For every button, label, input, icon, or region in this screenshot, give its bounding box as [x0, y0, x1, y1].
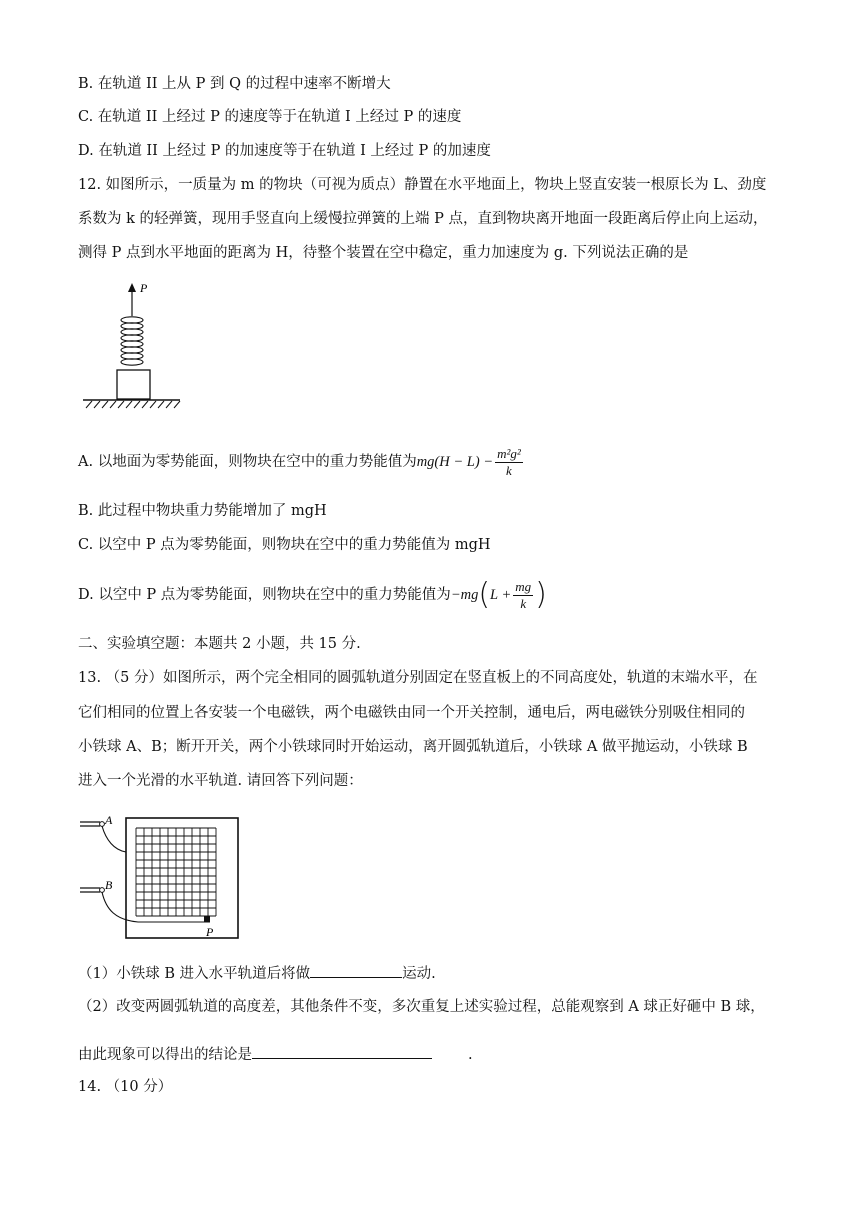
block — [117, 370, 150, 399]
fraction-denominator: k — [506, 462, 512, 478]
q12-option-d-expr-pre: −mg — [450, 587, 479, 603]
section-2-title: 二、实验填空题：本题共 2 小题，共 15 分. — [78, 636, 361, 652]
q13-line-2: 它们相同的位置上各安装一个电磁铁，两个电磁铁由同一个开关控制，通电后，两电磁铁分别吸住相同的 — [78, 705, 745, 721]
spring — [121, 317, 143, 365]
q14-title: 14. （10 分） — [78, 1079, 173, 1095]
answer-blank-1[interactable] — [310, 963, 402, 978]
q13-sub-1 — [78, 963, 436, 984]
fraction-numerator: mg — [515, 578, 532, 594]
q12-option-d: D. 以空中 P 点为零势能面，则物块在空中的重力势能值为−mg(L + $\frac{mg}{k}$ ) — [78, 577, 547, 612]
q13-sub-1-prefix: （1）小铁球 B 进入水平轨道后将做 — [78, 966, 311, 982]
q12-option-a-text: A. 以地面为零势能面，则物块在空中的重力势能值为 — [78, 454, 417, 470]
q12-option-d-expr-l: L + — [490, 587, 512, 603]
q13-sub-1-suffix: 运动. — [402, 966, 436, 982]
q13-line-1: 13. （5 分）如图所示，两个完全相同的圆弧轨道分别固定在竖直板上的不同高度处，轨道的末端水平，在 — [78, 670, 758, 686]
q12-option-a-expr: mg(H − L) − — [416, 454, 494, 470]
track-a — [102, 826, 126, 852]
q13-sub-2-line-1: （2）改变两圆弧轨道的高度差，其他条件不变，多次重复上述实验过程，总能观察到 A 球正好砸中 B 球， — [78, 999, 765, 1015]
q12-stem-line-2: 系数为 k 的轻弹簧，现用手竖直向上缓慢拉弹簧的上端 P 点，直到物块离开地面一段距离后停止向上运动， — [78, 211, 768, 227]
figure-label-p: P — [140, 281, 148, 295]
q11-option-c: C. 在轨道 II 上经过 P 的速度等于在轨道 I 上经过 P 的速度 — [78, 109, 462, 125]
q13-sub-2-prefix: 由此现象可以得出的结论是 — [78, 1047, 252, 1063]
q13-line-3: 小铁球 A、B；断开开关，两个小铁球同时开始运动，离开圆弧轨道后，小铁球 A 做平抛运动，小铁球 B — [78, 739, 748, 755]
q12-option-d-fraction — [513, 579, 533, 612]
q12-option-b: B. 此过程中物块重力势能增加了 mgH — [78, 503, 327, 519]
answer-blank-2[interactable] — [252, 1044, 432, 1059]
q12-option-c: C. 以空中 P 点为零势能面，则物块在空中的重力势能值为 mgH — [78, 537, 491, 553]
fraction-denominator: k — [520, 595, 527, 611]
q12-option-a — [78, 442, 525, 482]
q12-option-d-text: D. 以空中 P 点为零势能面，则物块在空中的重力势能值为 — [78, 587, 451, 603]
q12-stem-line-3: 测得 P 点到水平地面的距离为 H，待整个装置在空中稳定，重力加速度为 g. 下列说法正确的是 — [78, 245, 689, 261]
q11-option-b: B. 在轨道 II 上从 P 到 Q 的过程中速率不断增大 — [78, 76, 391, 92]
q13-sub-2-suffix: . — [468, 1047, 473, 1063]
q13-sub-2-line-2 — [78, 1044, 473, 1065]
figure-label-b: B — [105, 878, 113, 892]
q12-option-a-fraction — [495, 446, 523, 479]
figure-label-a: A — [105, 813, 113, 827]
q12-stem-line-1: 12. 如图所示，一质量为 m 的物块（可视为质点）静置在水平地面上，物块上竖直安装一根原长为 L、劲度 — [78, 177, 767, 193]
q13-track-figure — [78, 812, 248, 944]
q12-spring-figure — [80, 280, 185, 410]
fraction-numerator: m²g² — [497, 445, 521, 461]
q11-option-d: D. 在轨道 II 上经过 P 的加速度等于在轨道 I 上经过 P 的加速度 — [78, 143, 491, 159]
figure-label-p: P — [206, 925, 214, 939]
q13-line-4: 进入一个光滑的水平轨道. 请回答下列问题： — [78, 773, 363, 789]
